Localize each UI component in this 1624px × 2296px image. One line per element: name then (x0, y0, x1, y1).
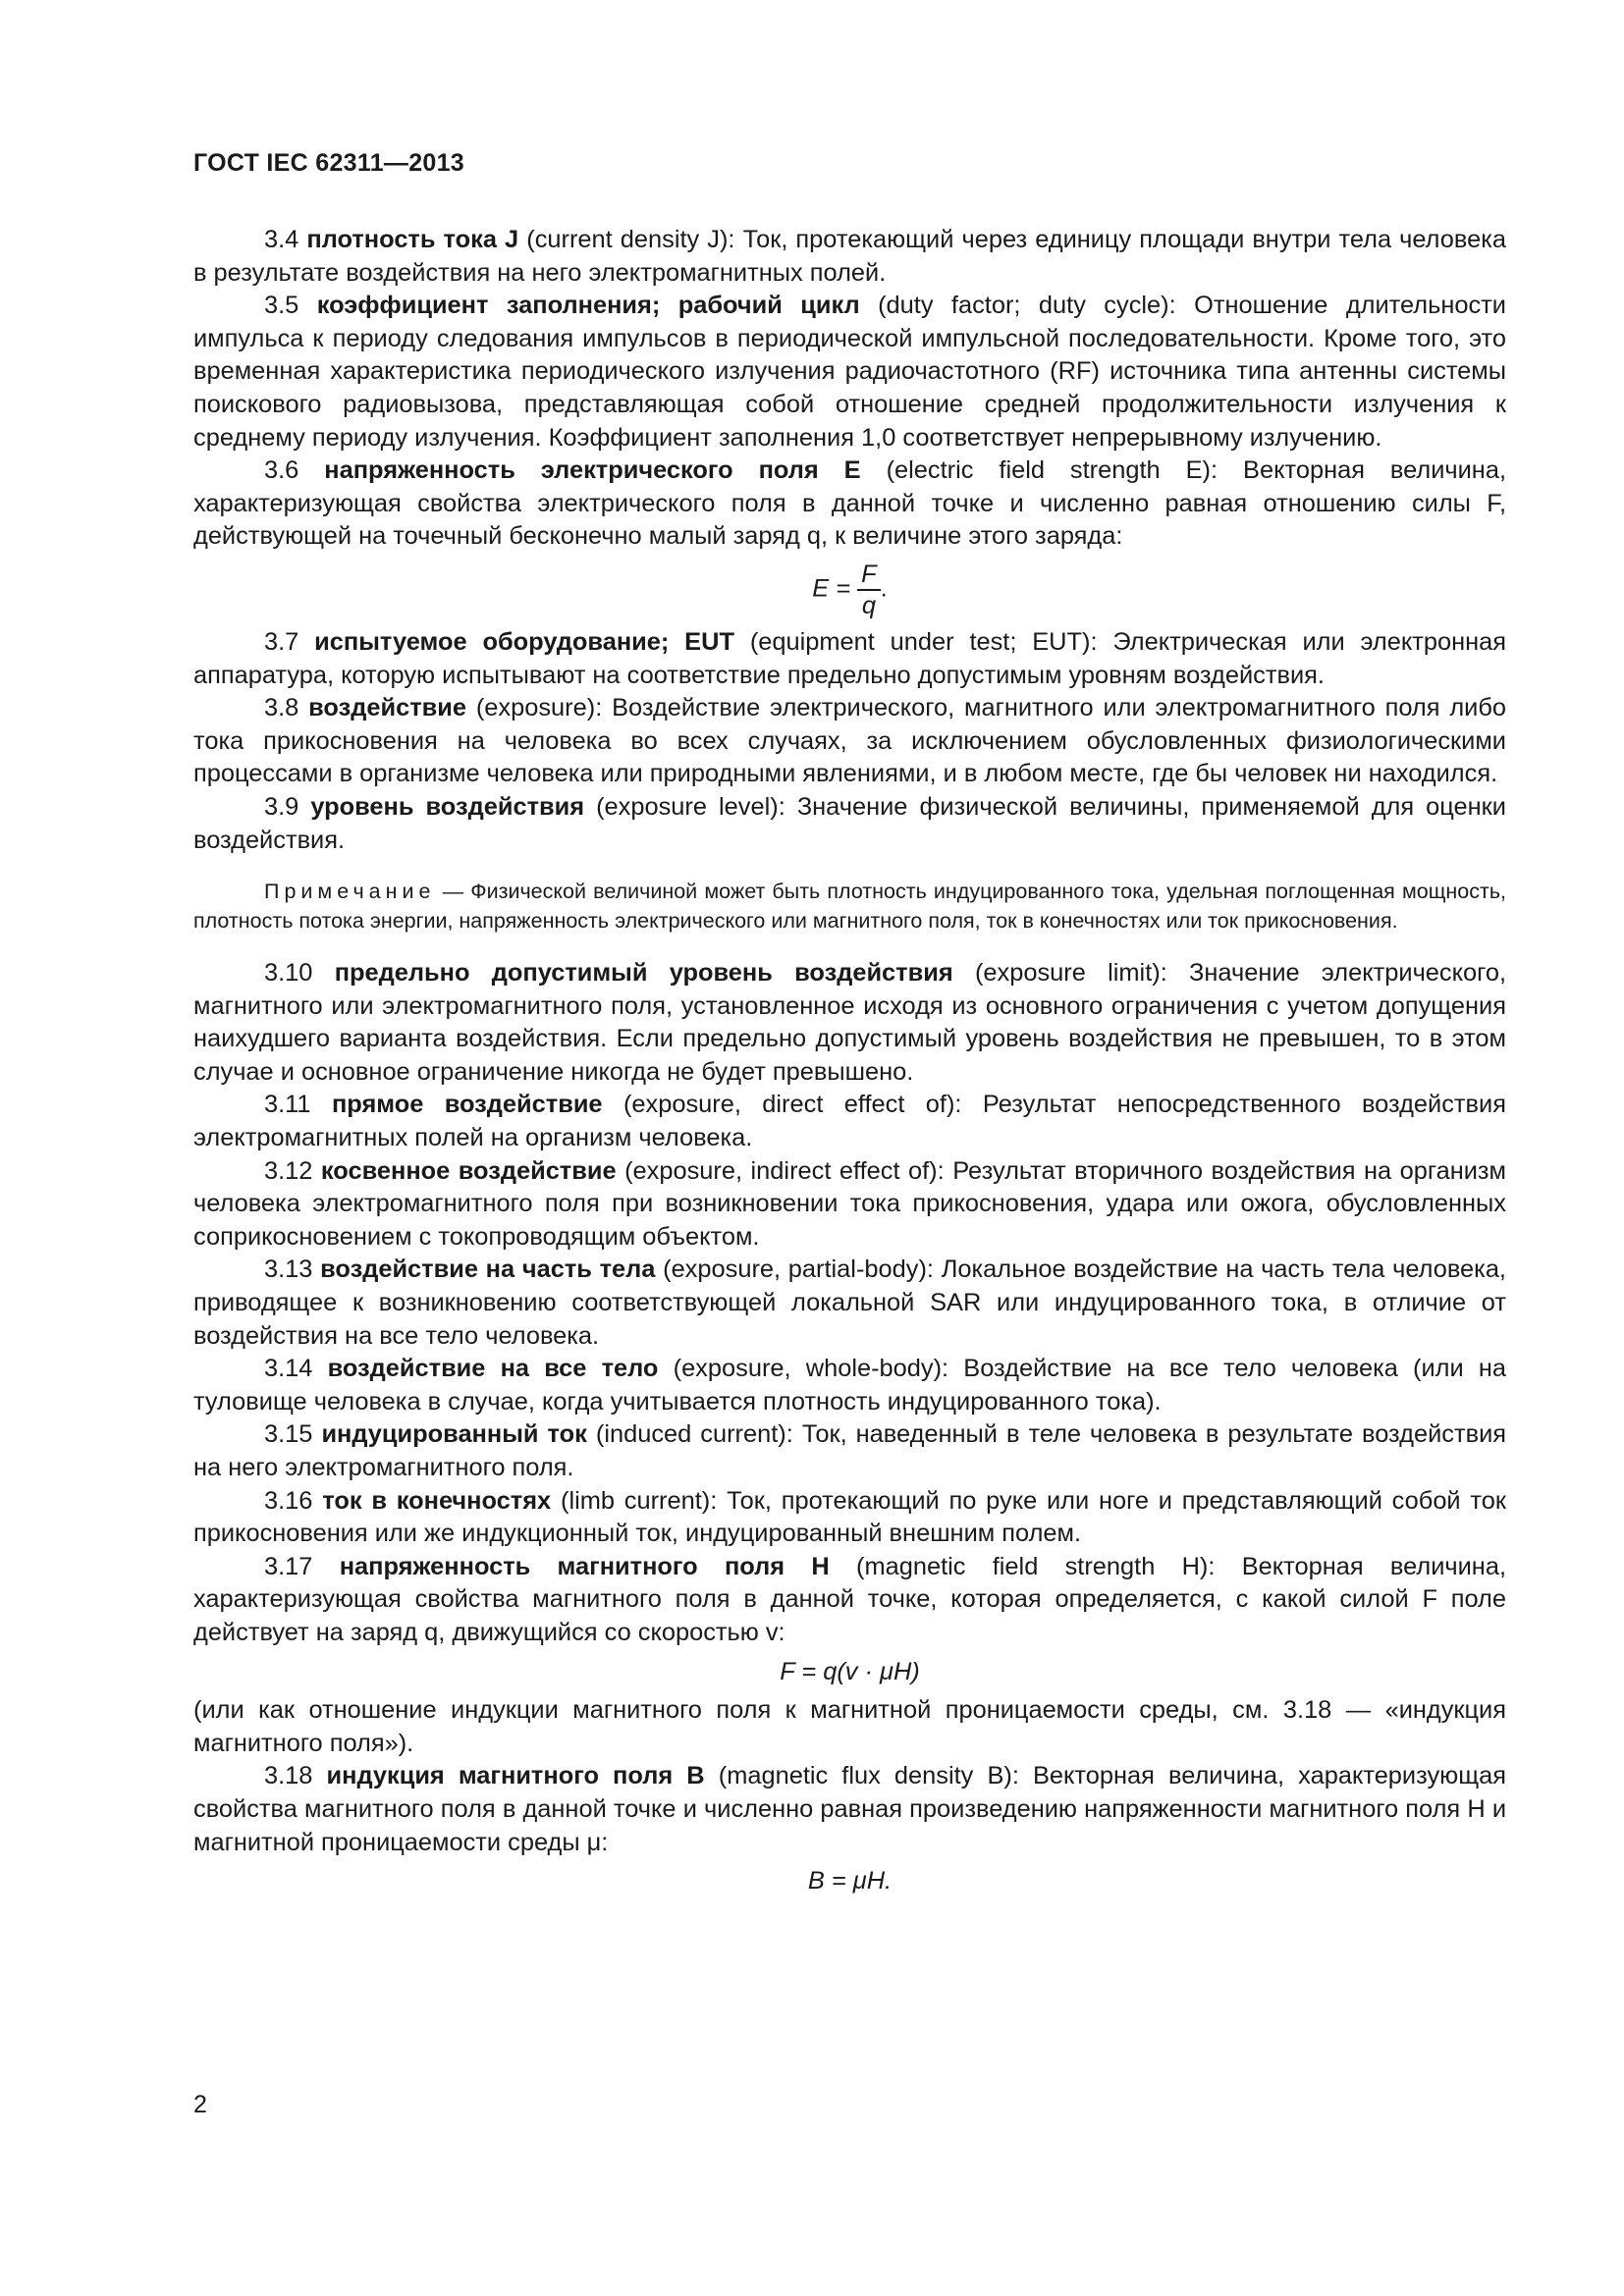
definition-number: 3.14 (264, 1355, 313, 1383)
fraction-numerator: F (857, 560, 881, 591)
definition-text: Отношение длительности импульса к периоду следования импульсов в периодической импульсной последовательности. Кроме того, это временная характеристика периодического излучения радиочастотного (RF) источника типа антенны системы поискового радиовызова, представляющая собой отношение средней продолжительности излучения к среднему периоду излучения. Коэффициент заполнения 1,0 соответствует непрерывному излучению. (193, 292, 1506, 452)
definition-term: плотность тока J (306, 226, 519, 253)
definition-number: 3.10 (264, 959, 313, 988)
definition-3-16 (193, 1485, 1506, 1551)
definition-term: воздействие на часть тела (320, 1255, 656, 1284)
equation-magnetic-flux: B = μH. (807, 1867, 893, 1896)
definition-term: предельно допустимый уровень воздействия (334, 959, 953, 988)
definition-number: 3.11 (264, 1091, 311, 1119)
definition-term: воздействие на все тело (327, 1355, 659, 1383)
definition-term: индуцированный ток (321, 1420, 587, 1449)
definition-3-6 (193, 454, 1506, 554)
definition-number: 3.5 (264, 292, 299, 320)
equation-lhs: E = (812, 574, 851, 603)
definition-english: (exposure, partial-body): (663, 1255, 934, 1284)
definition-english: (exposure, direct effect of): (623, 1091, 962, 1119)
document-header: ГОСТ IEC 62311—2013 (193, 149, 465, 177)
definition-term: коэффициент заполнения; рабочий цикл (316, 292, 860, 320)
definition-number: 3.13 (264, 1255, 313, 1284)
definition-number: 3.12 (264, 1156, 313, 1185)
note (193, 877, 1506, 935)
definition-number: 3.16 (264, 1486, 313, 1515)
equation-magnetic-force: F = q(v · μH) (780, 1657, 920, 1685)
definition-3-14 (193, 1353, 1506, 1418)
definition-english: (electric field strength E): (886, 456, 1218, 485)
definition-english: (exposure, indirect effect of): (624, 1156, 945, 1185)
definition-number: 3.17 (264, 1552, 313, 1580)
equation-electric-field (193, 560, 1506, 620)
definition-3-8 (193, 692, 1506, 791)
note-label: Примечание (264, 880, 436, 904)
definition-text: Векторная величина, характеризующая свойства магнитного поля в данной точке и численно равная произведению напряженности магнитного поля H и магнитной проницаемости среды μ: (193, 1762, 1506, 1856)
definition-english: (magnetic flux density B): (718, 1762, 1019, 1790)
definition-english: (exposure limit): (974, 959, 1167, 988)
definition-text: Ток, протекающий через единицу площади внутри тела человека в результате воздействия на него электромагнитных полей. (193, 226, 1506, 287)
definition-english: (exposure, whole-body): (673, 1355, 949, 1383)
definition-3-9 (193, 791, 1506, 857)
fraction-denominator: q (861, 591, 876, 619)
definition-english: (equipment under test; EUT): (749, 627, 1098, 656)
definition-english: (limb current): (560, 1486, 718, 1515)
definition-3-4 (193, 224, 1506, 290)
definition-text: Воздействие на все тело человека (или на туловище человека в случае, когда учитывается плотность индуцированного тока). (193, 1355, 1506, 1415)
definition-3-17 (193, 1551, 1506, 1650)
definition-term: уровень воздействия (310, 792, 585, 821)
definition-number: 3.7 (264, 627, 299, 656)
definition-text: Электрическая или электронная аппаратура, которую испытывают на соответствие предельно допустимым уровням воздействия. (193, 627, 1506, 689)
page-number: 2 (193, 2091, 207, 2118)
definition-text: Векторная величина, характеризующая свойства электрического поля в данной точке и численно равная отношению силы F, действующей на точечный бесконечно малый заряд q, к величине этого заряда: (193, 456, 1506, 551)
definition-text: Воздействие электрического, магнитного или электромагнитного поля либо тока прикосновения на человека во всех случаях, за исключением обусловленных физиологическими процессами в организме человека или природными явлениями, и в любом месте, где бы человек ни находился. (193, 694, 1506, 788)
definition-3-17-continuation: (или как отношение индукции магнитного поля к магнитной проницаемости среды, см. 3.18 — «индукция магнитного поля»). (193, 1696, 1506, 1757)
definition-text: Ток, протекающий по руке или ноге и представляющий собой ток прикосновения или же индукционный ток, индуцированный внешним полем. (193, 1486, 1506, 1548)
definition-3-11 (193, 1089, 1506, 1154)
definition-text: Ток, наведенный в теле человека в результате воздействия на него электромагнитного поля. (193, 1420, 1507, 1481)
definition-number: 3.4 (264, 226, 299, 253)
definition-3-18 (193, 1760, 1506, 1859)
definition-term: напряженность электрического поля E (324, 456, 861, 485)
definition-text: Значение электрического, магнитного или электромагнитного поля, установленное исходя из основного ограничения с учетом допущения наихудшего варианта воздействия. Если предельно допустимый уровень воздействия не превышен, то в этом случае и основное ограничение никогда не будет превышено. (193, 959, 1507, 1086)
definition-text: Результат вторичного воздействия на организм человека электромагнитного поля при возникновении тока прикосновения, удара или ожога, обусловленных соприкосновением с токопроводящим объектом. (193, 1156, 1507, 1251)
definition-english: (current density J): (526, 226, 735, 253)
definition-3-15 (193, 1418, 1506, 1484)
definition-term: индукция магнитного поля B (326, 1762, 705, 1790)
definition-number: 3.18 (264, 1762, 313, 1790)
fraction (857, 560, 881, 620)
definition-english: (magnetic field strength H): (855, 1552, 1216, 1580)
definition-term: испытуемое оборудование; EUT (314, 627, 734, 656)
equation-period: . (880, 574, 888, 603)
document-body (193, 224, 1506, 1904)
definition-term: ток в конечностях (322, 1486, 552, 1515)
definition-english: (duty factor; duty cycle): (878, 292, 1176, 320)
definition-english: (exposure): (475, 694, 603, 722)
definition-number: 3.6 (264, 456, 299, 485)
definition-term: напряженность магнитного поля H (339, 1552, 830, 1580)
note-text: — Физической величиной может быть плотность индуцированного тока, удельная поглощенная мощность, плотность потока энергии, напряженность электрического или магнитного поля, ток в конечностях или ток прикосновения. (193, 880, 1506, 934)
definition-3-7 (193, 626, 1506, 692)
definition-number: 3.9 (264, 792, 299, 821)
definition-term: прямое воздействие (331, 1091, 603, 1119)
definition-term: косвенное воздействие (320, 1156, 617, 1185)
definition-number: 3.15 (264, 1420, 313, 1449)
definition-number: 3.8 (264, 694, 299, 722)
definition-text: Векторная величина, характеризующая свойства магнитного поля в данной точке, которая определяется, с какой силой F поле действует на заряд q, движущийся со скоростью v: (193, 1552, 1507, 1646)
definition-english: (exposure level): (596, 792, 785, 821)
definition-3-12 (193, 1155, 1506, 1255)
definition-text: Значение физической величины, применяемой для оценки воздействия. (193, 792, 1506, 854)
definition-english: (induced current): (595, 1420, 793, 1449)
definition-text: Локальное воздействие на часть тела человека, приводящее к возникновению соответствующей локальной SAR или индуцированного тока, в отличие от воздействия на все тело человека. (193, 1255, 1506, 1350)
definition-term: воздействие (308, 694, 466, 722)
definition-text: Результат непосредственного воздействия электромагнитных полей на организм человека. (193, 1091, 1506, 1152)
definition-3-5 (193, 290, 1506, 454)
definition-3-13 (193, 1254, 1506, 1353)
definition-3-10 (193, 957, 1506, 1089)
